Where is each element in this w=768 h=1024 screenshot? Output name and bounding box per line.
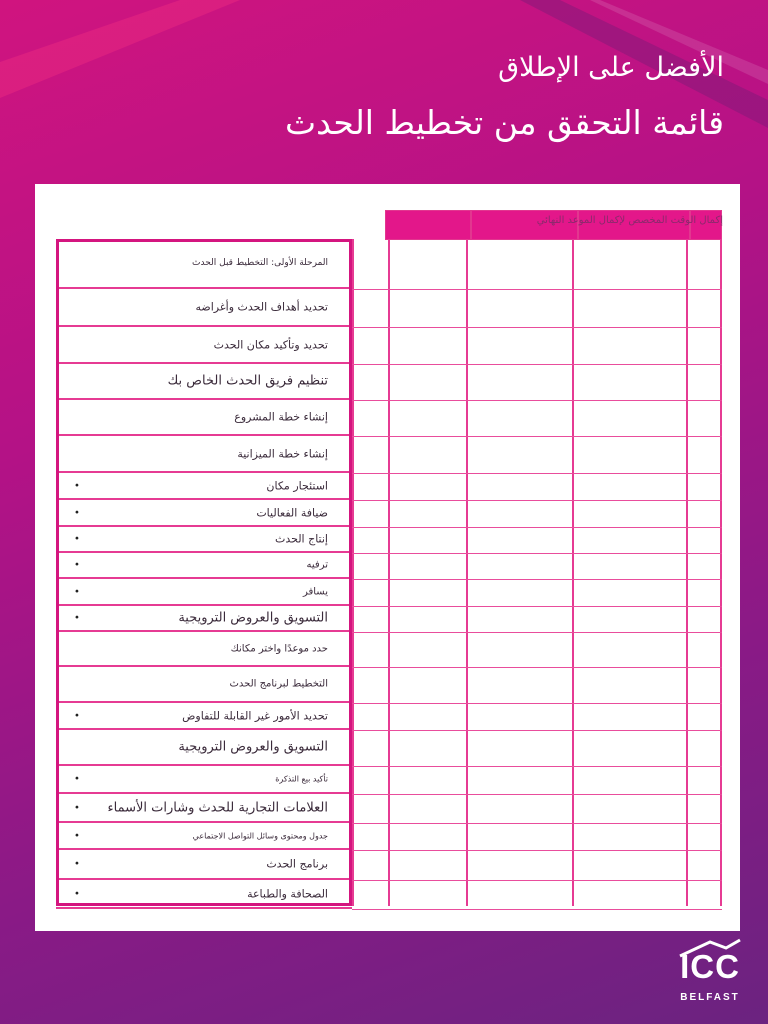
grid-divider xyxy=(352,823,722,824)
row-label: تنظيم فريق الحدث الخاص بك xyxy=(167,373,328,389)
grid-divider xyxy=(352,527,722,528)
row-label: إنشاء خطة الميزانية xyxy=(237,447,328,460)
row-label: المرحلة الأولى: التخطيط قبل الحدث xyxy=(192,258,328,268)
row-label: الصحافة والطباعة xyxy=(247,887,328,900)
grid-divider xyxy=(352,667,722,668)
column-divider xyxy=(686,239,688,906)
grid-divider xyxy=(352,473,722,474)
column-header-label: إكمال الوقت المخصص لإكمال الموعد النهائي xyxy=(536,215,723,226)
row-label: تحديد وتأكيد مكان الحدث xyxy=(213,338,328,351)
row-label: يسافر xyxy=(302,586,328,597)
bullet-icon: • xyxy=(74,612,80,624)
bullet-icon: • xyxy=(74,888,80,899)
grid-divider xyxy=(352,579,722,580)
row-label: العلامات التجارية للحدث وشارات الأسماء xyxy=(107,800,328,815)
bullet-icon: • xyxy=(74,533,80,545)
grid-divider xyxy=(352,766,722,767)
grid-divider xyxy=(352,364,722,365)
column-divider xyxy=(352,239,354,906)
grid-divider xyxy=(352,400,722,401)
grid-divider xyxy=(352,880,722,881)
row-label: تحديد أهداف الحدث وأغراضه xyxy=(195,300,328,314)
header xyxy=(285,52,724,142)
subtitle: الأفضل على الإطلاق xyxy=(498,52,724,83)
logo-name: ICC xyxy=(680,948,740,985)
grid-divider xyxy=(352,730,722,731)
grid-divider xyxy=(352,436,722,437)
grid-divider xyxy=(352,606,722,607)
grid-divider xyxy=(352,850,722,851)
row-label: حدد موعدًا واختر مكانك xyxy=(230,643,328,654)
row-label: التسويق والعروض الترويجية xyxy=(178,610,328,626)
grid-divider xyxy=(352,703,722,704)
icc-belfast-logo xyxy=(676,940,744,1012)
row-label: تحديد الأمور غير القابلة للتفاوض xyxy=(182,709,328,722)
bullet-icon: • xyxy=(74,830,80,841)
logo-sub: BELFAST xyxy=(680,992,740,1003)
grid-divider xyxy=(352,909,722,910)
row-label: استئجار مكان xyxy=(266,479,328,492)
row-label: إنشاء خطة المشروع xyxy=(234,410,328,424)
checkbox-columns xyxy=(352,239,722,906)
grid-divider xyxy=(352,553,722,554)
bullet-icon: • xyxy=(74,773,80,785)
column-divider xyxy=(572,239,574,906)
row-label: إنتاج الحدث xyxy=(274,532,328,546)
column-divider xyxy=(466,239,468,906)
bullet-icon: • xyxy=(74,858,80,870)
grid-divider xyxy=(352,500,722,501)
bullet-icon: • xyxy=(74,559,80,571)
grid-divider xyxy=(352,289,722,290)
bullet-icon: • xyxy=(74,586,80,597)
page-title: قائمة التحقق من تخطيط الحدث xyxy=(285,103,724,142)
row-label: جدول ومحتوى وسائل التواصل الاجتماعي xyxy=(192,831,328,840)
grid-divider xyxy=(352,794,722,795)
bullet-icon: • xyxy=(74,802,80,813)
row-label: ترفيه xyxy=(306,559,328,571)
table-frame xyxy=(56,239,352,906)
grid-divider xyxy=(352,632,722,633)
row-label: برنامج الحدث xyxy=(266,857,328,871)
row-label: تأكيد بيع التذكرة xyxy=(275,774,328,784)
column-divider xyxy=(388,239,390,906)
bullet-icon: • xyxy=(74,507,80,518)
bullet-icon: • xyxy=(74,710,80,721)
row-label: التخطيط لبرنامج الحدث xyxy=(229,678,328,690)
row-label: التسويق والعروض الترويجية xyxy=(178,739,328,755)
row-label: ضيافة الفعاليات xyxy=(256,506,328,519)
grid-divider xyxy=(352,327,722,328)
header-cell xyxy=(385,210,471,240)
checklist-card xyxy=(35,184,740,931)
bullet-icon: • xyxy=(74,480,80,491)
column-divider xyxy=(720,239,722,906)
